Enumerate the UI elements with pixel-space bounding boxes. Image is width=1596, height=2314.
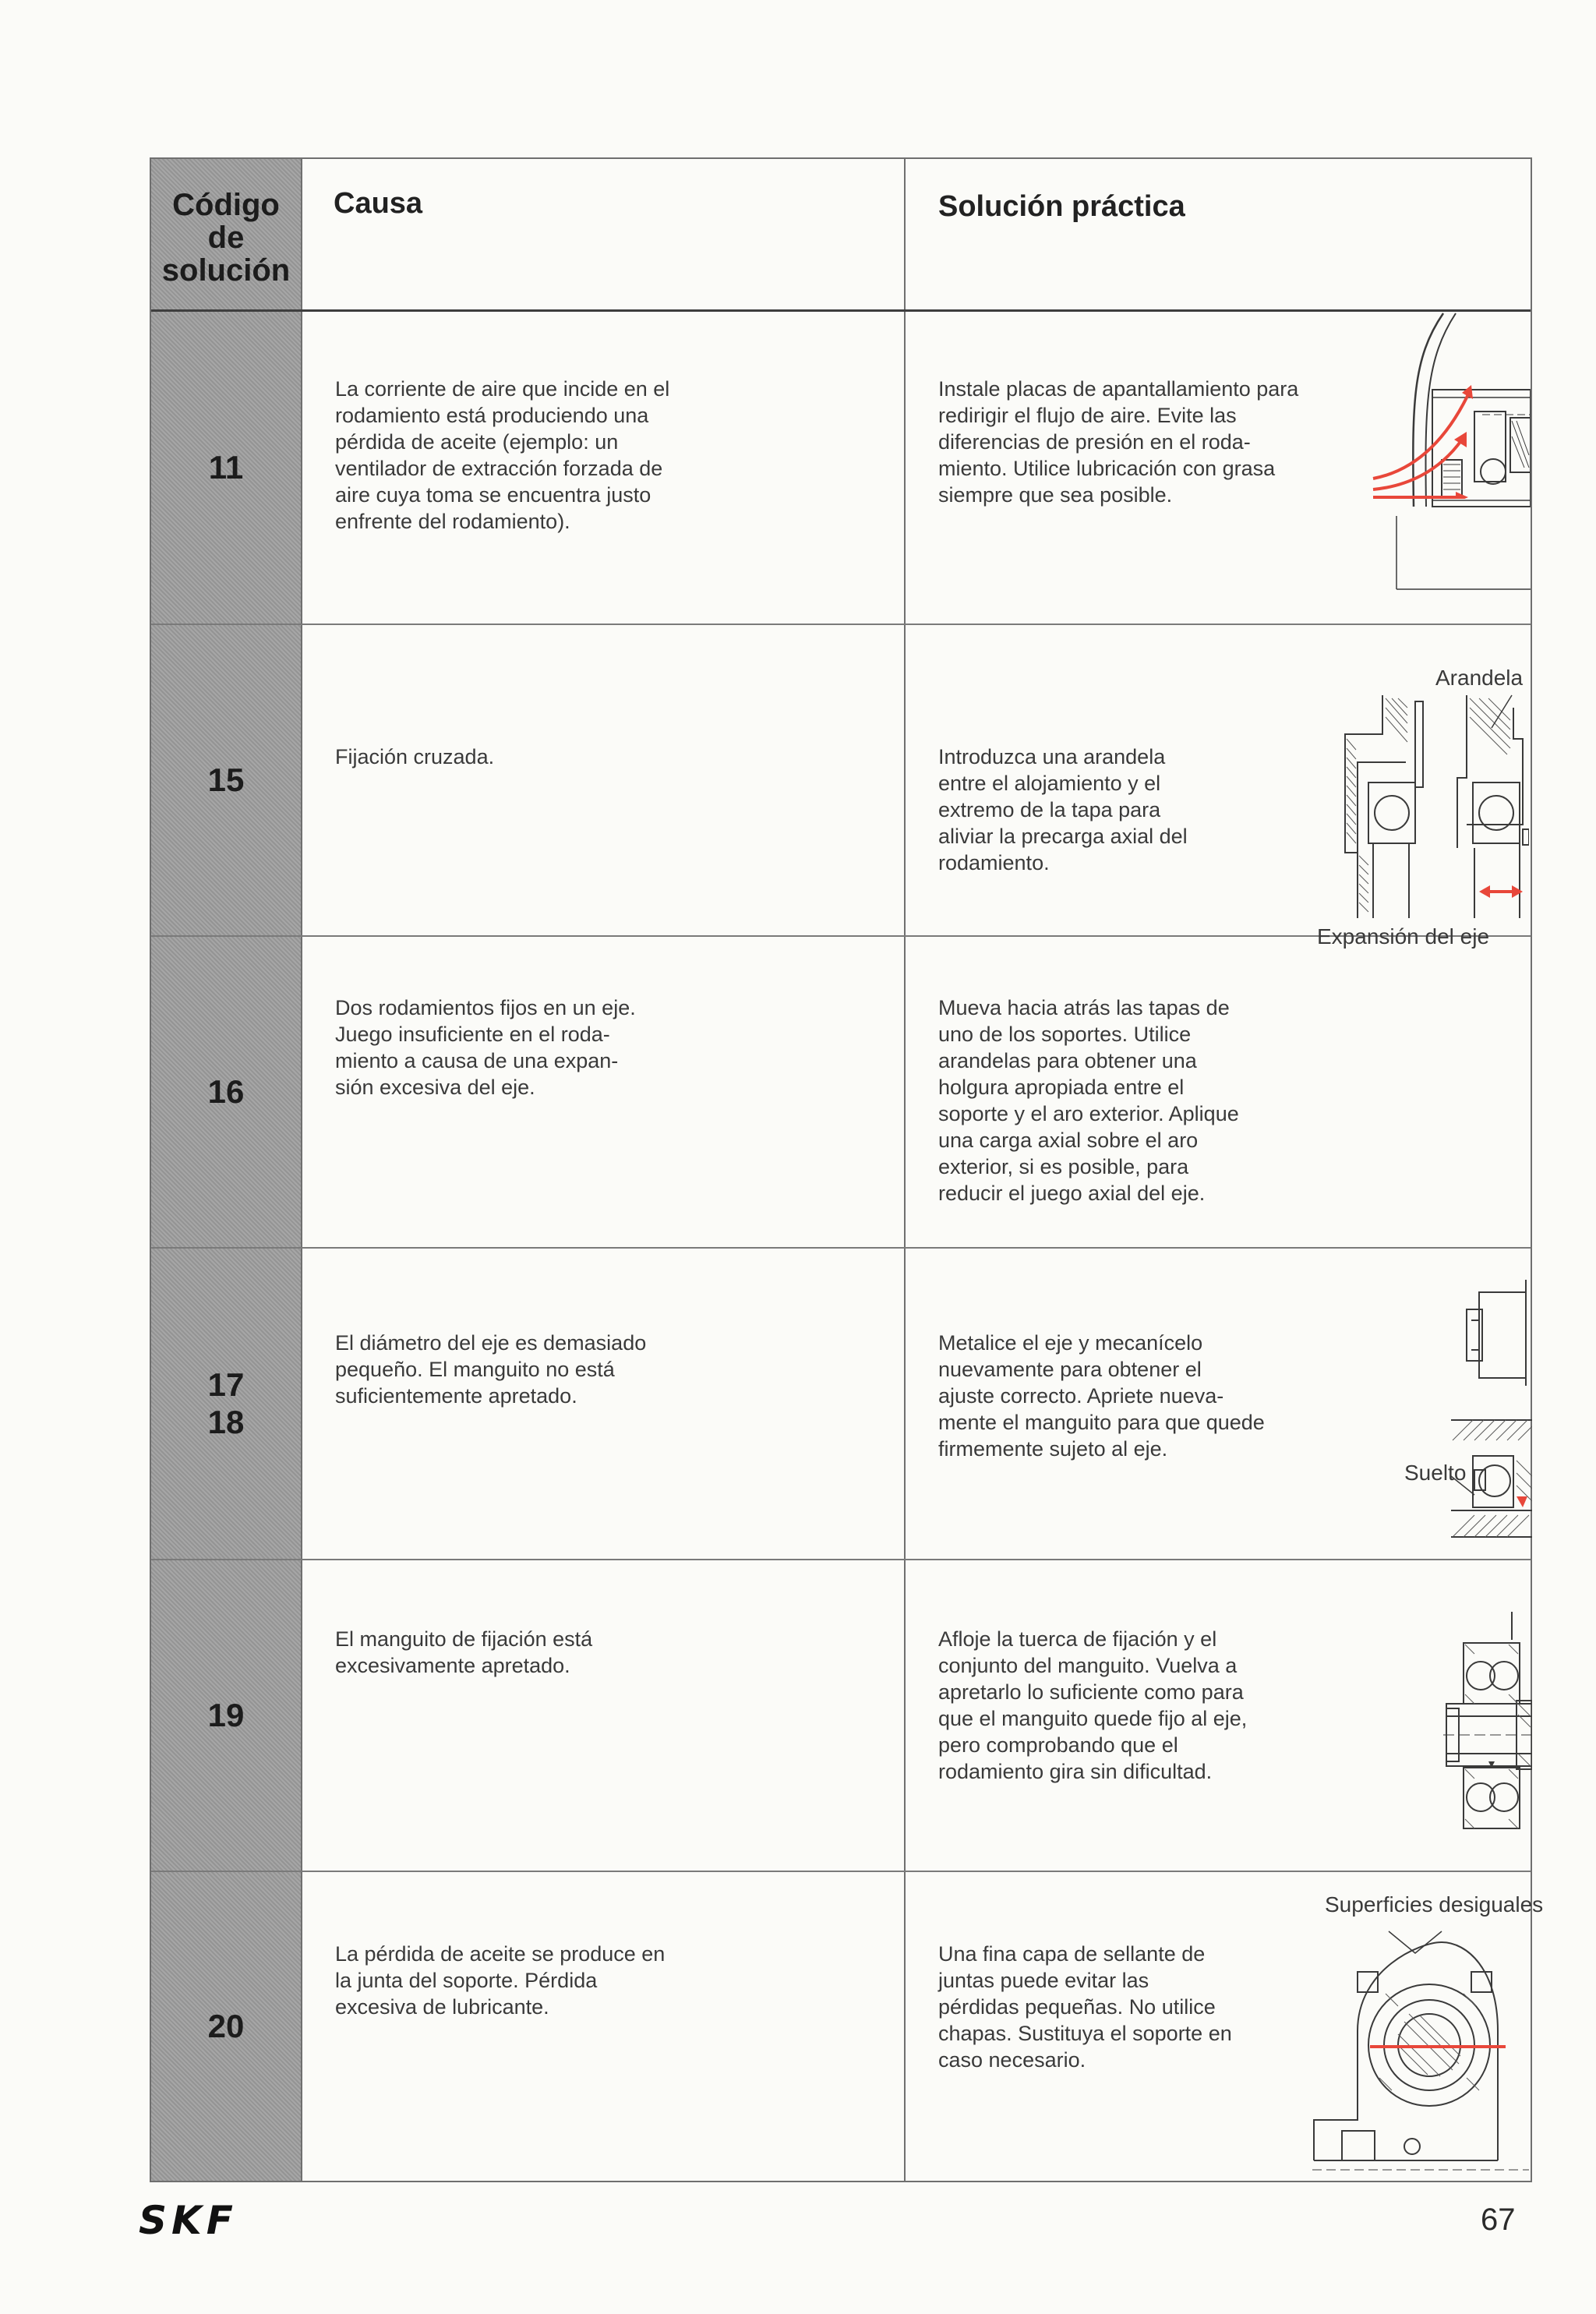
code-number: 16	[207, 1073, 245, 1110]
cause-cell	[302, 312, 906, 624]
code-header-line: solución	[161, 253, 291, 288]
figure-label: Superficies desiguales	[1325, 1892, 1544, 1917]
cause-cell	[302, 1872, 906, 2181]
solution-code	[151, 312, 302, 624]
solution-cell	[906, 1560, 1532, 1871]
solution-column-header	[906, 159, 1532, 309]
code-column-header	[151, 159, 302, 309]
solution-text: Una fina capa de sellante de juntas puede evitar las pérdidas pequeñas. No utilice chapas. Sustituya el soporte en caso necesario.	[938, 1942, 1232, 2072]
table-header-row	[151, 159, 1531, 312]
cause-column-header	[302, 159, 906, 309]
table-row	[151, 1560, 1531, 1872]
code-number: 11	[208, 449, 244, 486]
cause-text: El manguito de fijación está excesivamente apretado.	[335, 1627, 593, 1677]
solution-text: Introduzca una arandela entre el alojamiento y el extremo de la tapa para aliviar la precarga axial del rodamiento.	[938, 745, 1188, 874]
code-number: 19	[207, 1697, 245, 1733]
cause-text: Fijación cruzada.	[335, 745, 495, 768]
table-row	[151, 625, 1531, 949]
solution-text: Instale placas de apantallamiento para redirigir el flujo de aire. Evite las diferencias de presión en el roda- miento. Utilice lubricación con grasa siempre que sea posible.	[938, 377, 1299, 507]
solution-code	[151, 937, 302, 1247]
airflow-arrows-drawing	[1370, 382, 1476, 499]
cause-cell	[302, 625, 906, 935]
figure-label: Expansión del eje	[1317, 924, 1490, 949]
solution-cell	[906, 937, 1532, 1247]
solution-text: Mueva hacia atrás las tapas de uno de los soportes. Utilice arandelas para obtener una holgura apropiada entre el soporte y el aro exterior. Aplique una carga axial sobre el aro exterior, si es posible, para reducir el juego axial del eje.	[938, 996, 1239, 1205]
troubleshooting-table	[150, 157, 1544, 2182]
table-row	[151, 312, 1531, 625]
code-number: 20	[207, 2008, 245, 2044]
solution-cell	[906, 625, 1532, 949]
page-number: 67	[1481, 2203, 1516, 2237]
solution-text: Metalice el eje y mecanícelo nuevamente para obtener el ajuste correcto. Apriete nueva- mente el manguito para que quede firmemente sujeto al eje.	[938, 1331, 1265, 1461]
solution-cell	[906, 1872, 1544, 2181]
tight-sleeve-figure	[1443, 1609, 1532, 1861]
solution-cell	[906, 1249, 1532, 1559]
solution-code	[151, 1560, 302, 1871]
cause-cell	[302, 937, 906, 1247]
solution-header-title: Solución práctica	[938, 190, 1185, 223]
cause-text: La pérdida de aceite se produce en la junta del soporte. Pérdida excesiva de lubricante.	[335, 1942, 666, 2019]
cause-cell	[302, 1560, 906, 1871]
washer-figure	[1342, 692, 1529, 923]
table-row	[151, 1872, 1544, 2181]
bearing-washer-drawing	[1342, 692, 1529, 923]
airflow-arrows	[1370, 382, 1476, 499]
code-header-line: Código	[172, 188, 280, 222]
cause-header-title: Causa	[334, 187, 423, 220]
code-number: 17	[207, 1366, 245, 1403]
adapter-sleeve-drawing	[1443, 1609, 1532, 1861]
code-number: 18	[207, 1404, 245, 1440]
plummer-block-drawing	[1311, 1922, 1529, 2173]
table-row	[151, 937, 1531, 1249]
solution-code	[151, 1872, 302, 2181]
solution-code	[151, 1249, 302, 1559]
loose-sleeve-figure	[1451, 1277, 1532, 1545]
code-header-line: de	[207, 221, 245, 255]
cause-text: El diámetro del eje es demasiado pequeño. El manguito no está suficientemente apretado.	[335, 1331, 647, 1408]
cause-cell	[302, 1249, 906, 1559]
table-row	[151, 1249, 1531, 1560]
cause-text: La corriente de aire que incide en el rodamiento está produciendo una pérdida de aceite (ejemplo: un ventilador de extracción forzada de aire cuya toma se encuentra justo enfrente del rodamiento).	[335, 377, 670, 533]
cause-text: Dos rodamientos fijos en un eje. Juego insuficiente en el roda- miento a causa de una expan- sión excesiva del eje.	[335, 996, 636, 1099]
figure-label: Suelto	[1404, 1461, 1467, 1485]
solution-text: Afloje la tuerca de fijación y el conjunto del manguito. Vuelva a apretarlo lo suficiente como para que el manguito quede fijo al eje, pero comprobando que el rodamiento gira sin dificultad.	[938, 1627, 1248, 1783]
sleeve-shaft-drawing	[1451, 1277, 1532, 1545]
figure-label: Arandela	[1435, 666, 1524, 690]
skf-logo: SKF	[139, 2198, 238, 2243]
solution-cell	[906, 312, 1532, 624]
housing-joint-figure	[1311, 1922, 1529, 2173]
solution-code	[151, 625, 302, 935]
code-number: 15	[207, 761, 245, 798]
